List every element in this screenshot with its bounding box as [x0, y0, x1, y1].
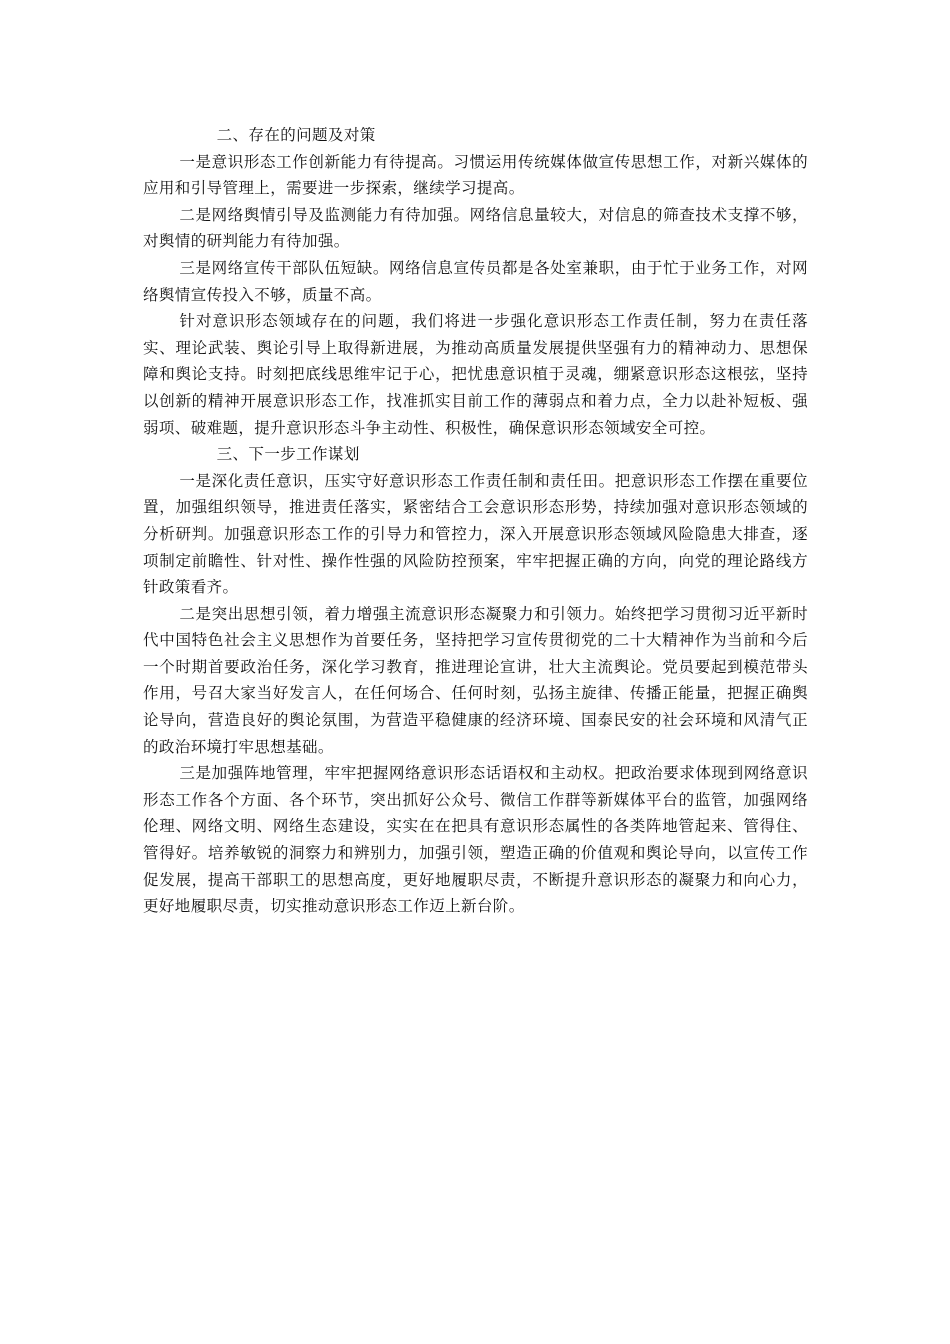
- section-heading-next-steps: 三、下一步工作谋划: [216, 445, 360, 464]
- paragraph-staffing: 三是网络宣传干部队伍短缺。网络信息宣传员都是各处室兼职，由于忙于业务工作，对网络舆情宣传投入不够，质量不高。: [143, 258, 808, 304]
- paragraph-innovation: 一是意识形态工作创新能力有待提高。习惯运用传统媒体做宣传思想工作，对新兴媒体的应用和引导管理上，需要进一步探索，继续学习提高。: [143, 152, 808, 198]
- paragraph-position-management: 三是加强阵地管理，牢牢把握网络意识形态话语权和主动权。把政治要求体现到网络意识形态工作各个方面、各个环节，突出抓好公众号、微信工作群等新媒体平台的监管，加强网络伦理、网络文明、网络生态建设，实实在在把具有意识形态属性的各类阵地管起来、管得住、管得好。培养敏锐的洞察力和辨别力，加强引领，塑造正确的价值观和舆论导向，以宣传工作促发展，提高干部职工的思想高度，更好地履职尽责，不断提升意识形态的凝聚力和向心力，更好地履职尽责，切实推动意识形态工作迈上新台阶。: [143, 764, 808, 916]
- paragraph-countermeasures: 针对意识形态领域存在的问题，我们将进一步强化意识形态工作责任制，努力在责任落实、理论武装、舆论引导上取得新进展，为推动高质量发展提供坚强有力的精神动力、思想保障和舆论支持。时刻把底线思维牢记于心，把忧患意识植于灵魂，绷紧意识形态这根弦，坚持以创新的精神开展意识形态工作，找准抓实目前工作的薄弱点和着力点，全力以赴补短板、强弱项、破难题，提升意识形态斗争主动性、积极性，确保意识形态领域安全可控。: [143, 312, 808, 437]
- paragraph-monitoring: 二是网络舆情引导及监测能力有待加强。网络信息量较大，对信息的筛查技术支撑不够，对舆情的研判能力有待加强。: [143, 205, 808, 251]
- document-body: [143, 122, 808, 920]
- paragraph-responsibility: 一是深化责任意识，压实守好意识形态工作责任制和责任田。把意识形态工作摆在重要位置，加强组织领导，推进责任落实，紧密结合工会意识形态形势，持续加强对意识形态领域的分析研判。加强意识形态工作的引导力和管控力，深入开展意识形态领域风险隐患大排查，逐项制定前瞻性、针对性、操作性强的风险防控预案，牢牢把握正确的方向，向党的理论路线方针政策看齐。: [143, 471, 808, 597]
- paragraph-ideological-guidance: 二是突出思想引领，着力增强主流意识形态凝聚力和引领力。始终把学习贯彻习近平新时代中国特色社会主义思想作为首要任务，坚持把学习宣传贯彻党的二十大精神作为当前和今后一个时期首要政治任务，深化学习教育，推进理论宣讲，壮大主流舆论。党员要起到模范带头作用，号召大家当好发言人，在任何场合、任何时刻，弘扬主旋律、传播正能量，把握正确舆论导向，营造良好的舆论氛围，为营造平稳健康的经济环境、国泰民安的社会环境和风清气正的政治环境打牢思想基础。: [143, 604, 808, 756]
- section-heading-problems: 二、存在的问题及对策: [216, 126, 376, 144]
